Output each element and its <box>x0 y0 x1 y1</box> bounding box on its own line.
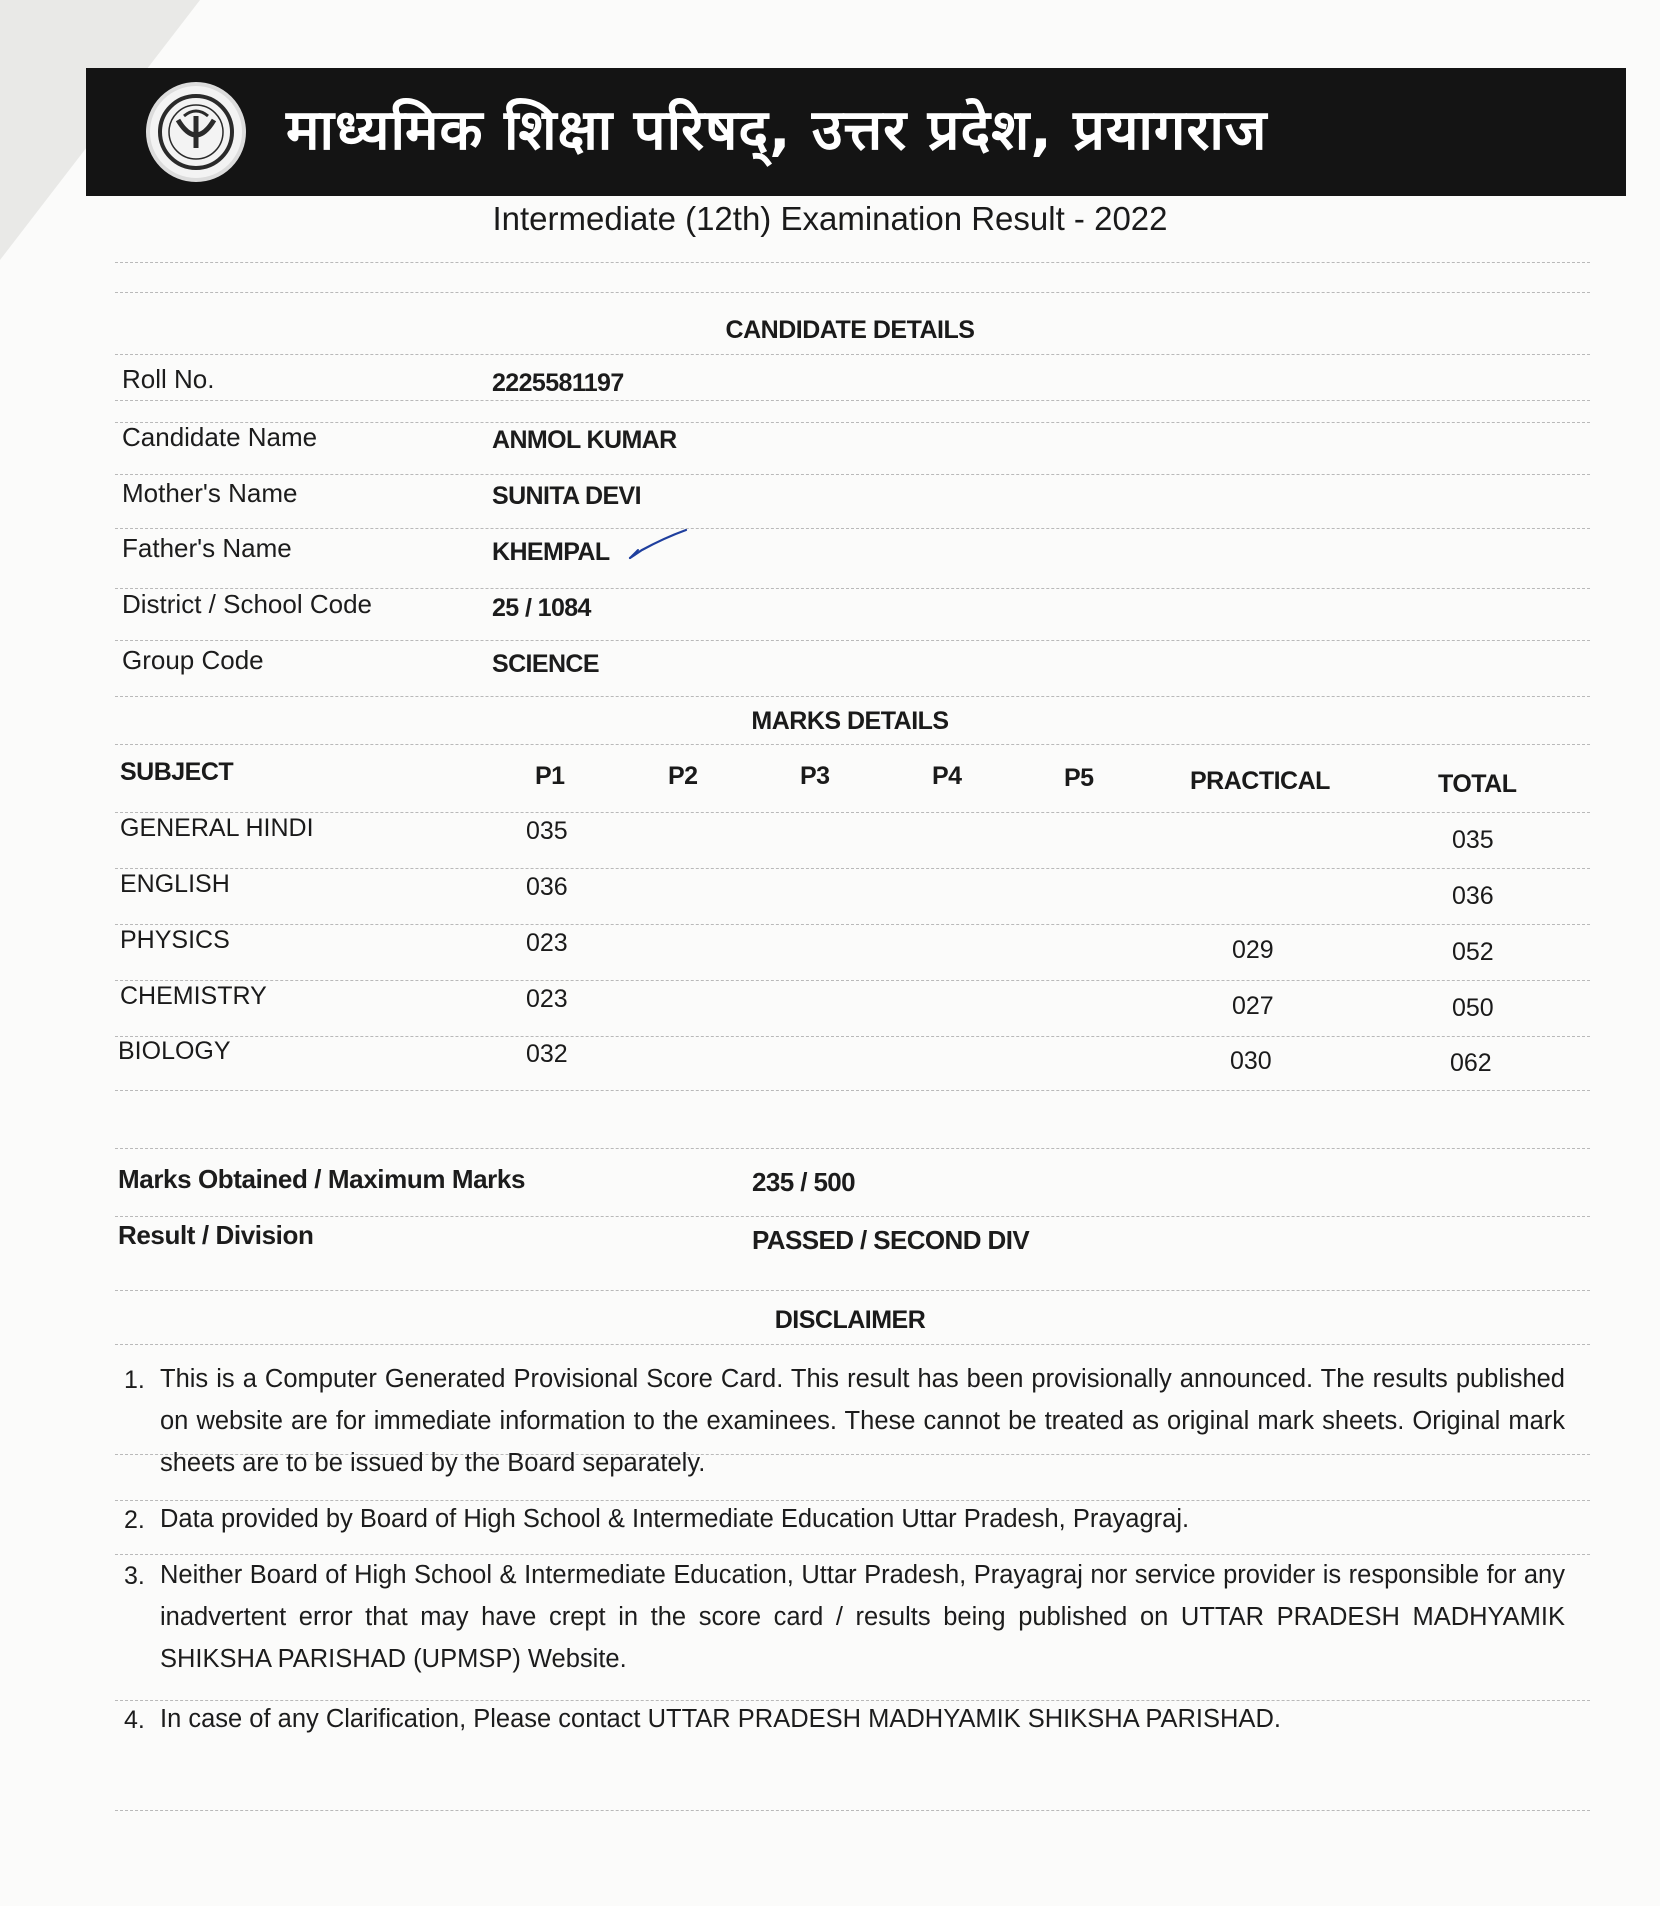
col-practical: PRACTICAL <box>1190 767 1330 795</box>
table-row-practical: 030 <box>1230 1047 1272 1075</box>
exam-title: Intermediate (12th) Examination Result - 2022 <box>492 200 1168 237</box>
divider <box>115 640 1590 641</box>
table-row-p1: 032 <box>526 1040 568 1068</box>
marks-details-heading: MARKS DETAILS <box>751 707 949 735</box>
divider <box>115 980 1590 981</box>
roll-no-value: 2225581197 <box>492 369 624 397</box>
district-school-code-value: 25 / 1084 <box>492 594 591 622</box>
result-division-value: PASSED / SECOND DIV <box>752 1225 1030 1255</box>
roll-no-label: Roll No. <box>122 364 215 394</box>
district-school-code-label: District / School Code <box>122 589 372 619</box>
candidate-name-value: ANMOL KUMAR <box>492 426 677 454</box>
mother-name-label: Mother's Name <box>122 478 298 508</box>
disclaimer-item: In case of any Clarification, Please contact UTTAR PRADESH MADHYAMIK SHIKSHA PARISHAD. <box>160 1705 1281 1733</box>
marks-obtained-label: Marks Obtained / Maximum Marks <box>118 1164 526 1194</box>
divider <box>115 400 1590 401</box>
col-subject: SUBJECT <box>120 758 234 786</box>
table-row-total: 052 <box>1452 938 1494 966</box>
table-row-p1: 023 <box>526 929 568 957</box>
divider <box>115 292 1590 293</box>
table-row-total: 035 <box>1452 826 1494 854</box>
divider <box>115 422 1590 423</box>
divider <box>115 696 1590 697</box>
table-row-subject: ENGLISH <box>120 870 230 898</box>
header-band <box>86 68 1626 196</box>
candidate-details-heading: CANDIDATE DETAILS <box>725 316 975 344</box>
table-row-subject: CHEMISTRY <box>120 982 267 1010</box>
divider <box>115 924 1590 925</box>
father-name-value: KHEMPAL <box>492 538 610 566</box>
table-row-practical: 027 <box>1232 992 1274 1020</box>
divider <box>115 474 1590 475</box>
table-row-subject: GENERAL HINDI <box>120 814 314 842</box>
table-row-total: 050 <box>1452 994 1494 1022</box>
seal-emblem <box>150 86 242 178</box>
divider <box>115 354 1590 355</box>
father-name-label: Father's Name <box>122 533 292 563</box>
divider <box>115 1344 1590 1345</box>
table-row-total: 062 <box>1450 1049 1492 1077</box>
divider <box>115 528 1590 529</box>
col-p3: P3 <box>800 762 830 790</box>
disclaimer-item: Data provided by Board of High School & Intermediate Education Uttar Pradesh, Prayagraj. <box>160 1505 1190 1533</box>
divider <box>115 1216 1590 1217</box>
group-code-value: SCIENCE <box>492 650 599 678</box>
mother-name-value: SUNITA DEVI <box>492 482 641 510</box>
marks-obtained-value: 235 / 500 <box>752 1167 856 1197</box>
board-title: माध्यमिक शिक्षा परिषद्, उत्तर प्रदेश, प्रयागराज <box>286 98 1268 163</box>
divider <box>115 1148 1590 1149</box>
col-total: TOTAL <box>1438 770 1517 798</box>
col-p4: P4 <box>932 762 962 790</box>
table-row-subject: PHYSICS <box>120 926 230 954</box>
divider <box>115 1036 1590 1037</box>
result-division-label: Result / Division <box>118 1220 314 1250</box>
divider <box>115 1810 1590 1811</box>
col-p1: P1 <box>535 762 565 790</box>
disclaimer-number: 4. <box>124 1706 145 1734</box>
divider <box>115 868 1590 869</box>
divider <box>115 262 1590 263</box>
disclaimer-item: This is a Computer Generated Provisional Score Card. This result has been provisionally announced. The results published on website are for immediate information to the examinees. These cannot be treated as original mark sheets. Original mark sheets are to be issued by the Board separately. <box>160 1365 1565 1477</box>
disclaimer-number: 3. <box>124 1562 145 1590</box>
board-seal-icon <box>146 82 246 182</box>
table-row-practical: 029 <box>1232 936 1274 964</box>
col-p5: P5 <box>1064 764 1094 792</box>
disclaimer-heading: DISCLAIMER <box>774 1306 926 1334</box>
divider <box>115 1090 1590 1091</box>
table-row-p1: 035 <box>526 817 568 845</box>
col-p2: P2 <box>668 762 698 790</box>
table-row-subject: BIOLOGY <box>118 1037 231 1065</box>
table-row-total: 036 <box>1452 882 1494 910</box>
group-code-label: Group Code <box>122 645 264 675</box>
divider <box>115 1290 1590 1291</box>
divider <box>115 744 1590 745</box>
table-row-p1: 036 <box>526 873 568 901</box>
disclaimer-item: Neither Board of High School & Intermediate Education, Uttar Pradesh, Prayagraj nor service provider is responsible for any inadvertent error that may have crept in the score card / results being published on UTTAR PRADESH MADHYAMIK SHIKSHA PARISHAD (UPMSP) Website. <box>160 1561 1565 1673</box>
pen-tick-mark <box>628 528 688 562</box>
table-row-p1: 023 <box>526 985 568 1013</box>
disclaimer-number: 2. <box>124 1506 145 1534</box>
candidate-name-label: Candidate Name <box>122 422 318 452</box>
disclaimer-number: 1. <box>124 1366 145 1394</box>
divider <box>115 812 1590 813</box>
